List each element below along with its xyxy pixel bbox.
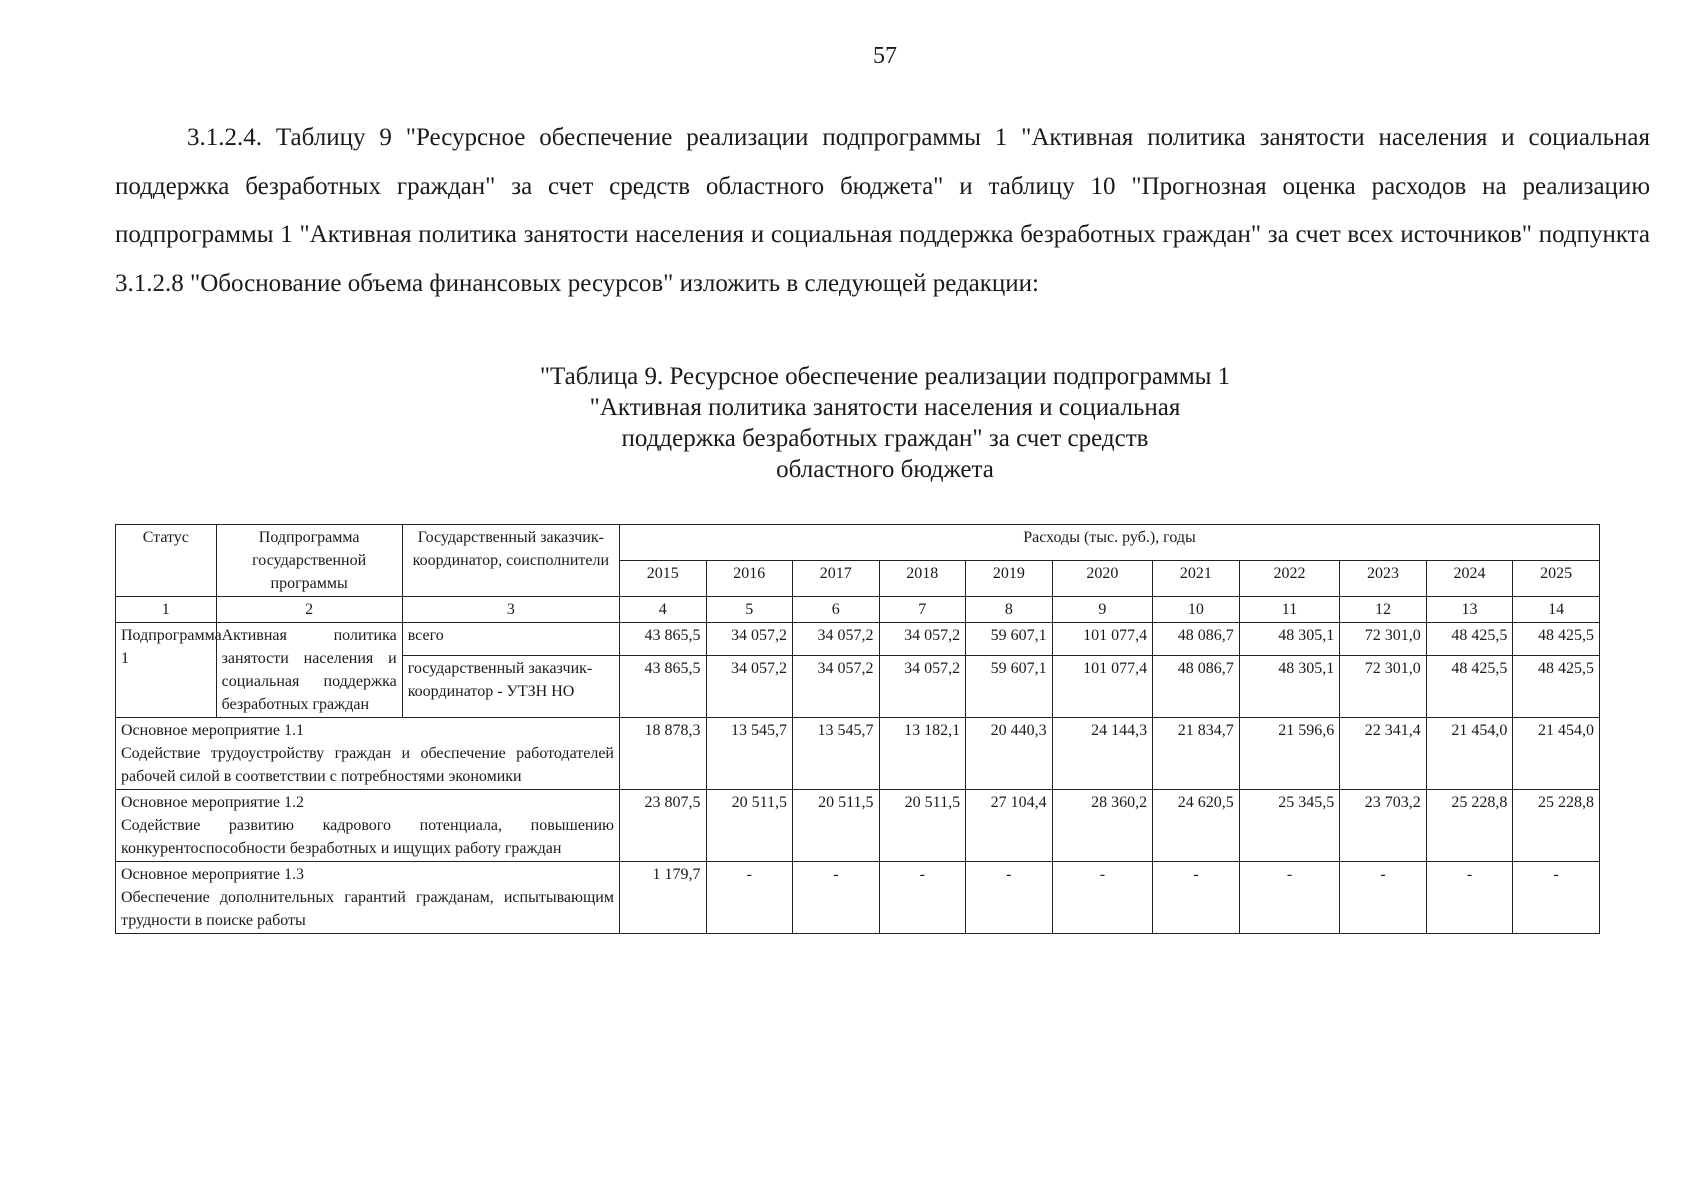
value-cell: 48 086,7 — [1153, 655, 1240, 717]
value-cell: 22 341,4 — [1340, 718, 1427, 790]
column-number: 3 — [402, 597, 619, 623]
total-label: всего — [402, 623, 619, 656]
value-cell: 28 360,2 — [1052, 790, 1153, 862]
value-cell: 59 607,1 — [966, 655, 1053, 717]
value-cell: - — [879, 862, 966, 934]
year-header: 2024 — [1426, 561, 1513, 597]
year-header: 2022 — [1239, 561, 1340, 597]
measure-description: Содействие развитию кадрового потенциала, повышению конкурентоспособности безработных и ищущих работу граждан — [121, 817, 614, 857]
value-cell: - — [793, 862, 880, 934]
value-cell: 43 865,5 — [620, 655, 707, 717]
subprogram-total-row — [116, 623, 1600, 656]
year-header: 2015 — [620, 561, 707, 597]
table-body — [116, 525, 1600, 934]
header-customer: Государственный заказчик-координатор, соисполнители — [402, 525, 619, 597]
value-cell: 18 878,3 — [620, 718, 707, 790]
year-header: 2016 — [706, 561, 793, 597]
value-cell: 34 057,2 — [879, 655, 966, 717]
table-caption — [0, 361, 1697, 485]
value-cell: - — [1052, 862, 1153, 934]
value-cell: 48 305,1 — [1239, 655, 1340, 717]
value-cell: 24 620,5 — [1153, 790, 1240, 862]
year-header: 2023 — [1340, 561, 1427, 597]
value-cell: 20 440,3 — [966, 718, 1053, 790]
caption-line: областного бюджета — [776, 456, 994, 483]
column-number: 7 — [879, 597, 966, 623]
column-number: 2 — [216, 597, 402, 623]
value-cell: 72 301,0 — [1340, 623, 1427, 656]
value-cell: 34 057,2 — [706, 655, 793, 717]
value-cell: 34 057,2 — [879, 623, 966, 656]
intro-paragraph: 3.1.2.4. Таблицу 9 "Ресурсное обеспечение реализации подпрограммы 1 "Активная политика занятости населения и социальная поддержка безработных граждан" за счет средств областного бюджета" и таблицу 10 "Прогнозная оценка расходов на реализацию подпрограммы 1 "Активная политика занятости населения и социальная поддержка безработных граждан" за счет всех источников" подпункта 3.1.2.8 "Обоснование объема финансовых ресурсов" изложить в следующей редакции: — [115, 124, 1650, 297]
value-cell: 48 305,1 — [1239, 623, 1340, 656]
value-cell: 21 454,0 — [1513, 718, 1600, 790]
value-cell: 43 865,5 — [620, 623, 707, 656]
page-number: 57 — [873, 43, 897, 69]
value-cell: 48 425,5 — [1426, 623, 1513, 656]
caption-line: "Таблица 9. Ресурсное обеспечение реализации подпрограммы 1 — [539, 363, 1231, 390]
value-cell: - — [1513, 862, 1600, 934]
resource-table — [115, 524, 1600, 934]
column-number: 9 — [1052, 597, 1153, 623]
column-number: 6 — [793, 597, 880, 623]
value-cell: 25 228,8 — [1426, 790, 1513, 862]
value-cell: 20 511,5 — [793, 790, 880, 862]
value-cell: 48 086,7 — [1153, 623, 1240, 656]
value-cell: - — [1426, 862, 1513, 934]
value-cell: 34 057,2 — [793, 655, 880, 717]
measure-row — [116, 718, 1600, 790]
value-cell: 21 834,7 — [1153, 718, 1240, 790]
year-header: 2018 — [879, 561, 966, 597]
column-number: 12 — [1340, 597, 1427, 623]
value-cell: - — [1239, 862, 1340, 934]
year-header: 2020 — [1052, 561, 1153, 597]
value-cell: 34 057,2 — [793, 623, 880, 656]
column-number: 1 — [116, 597, 217, 623]
value-cell: 59 607,1 — [966, 623, 1053, 656]
value-cell: 101 077,4 — [1052, 655, 1153, 717]
value-cell: 25 228,8 — [1513, 790, 1600, 862]
column-number: 14 — [1513, 597, 1600, 623]
header-subprogram: Подпрограмма государственной программы — [216, 525, 402, 597]
value-cell: 21 454,0 — [1426, 718, 1513, 790]
year-header: 2019 — [966, 561, 1053, 597]
column-number: 8 — [966, 597, 1053, 623]
value-cell: 23 807,5 — [620, 790, 707, 862]
column-number: 4 — [620, 597, 707, 623]
header-row — [116, 525, 1600, 561]
caption-line: "Активная политика занятости населения и социальная — [589, 394, 1181, 421]
column-number: 13 — [1426, 597, 1513, 623]
column-number: 10 — [1153, 597, 1240, 623]
value-cell: 27 104,4 — [966, 790, 1053, 862]
value-cell: 23 703,2 — [1340, 790, 1427, 862]
value-cell: 101 077,4 — [1052, 623, 1153, 656]
measure-cell — [116, 862, 620, 934]
subprogram-status: Подпрограмма 1 — [116, 623, 217, 718]
measure-description: Обеспечение дополнительных гарантий гражданам, испытывающим трудности в поиске работы — [121, 889, 614, 929]
value-cell: 48 425,5 — [1426, 655, 1513, 717]
measure-row — [116, 790, 1600, 862]
column-number: 5 — [706, 597, 793, 623]
value-cell: 24 144,3 — [1052, 718, 1153, 790]
measure-cell — [116, 790, 620, 862]
value-cell: 20 511,5 — [706, 790, 793, 862]
customer-label: государственный заказчик-координатор - УТЗН НО — [402, 655, 619, 717]
measure-title: Основное мероприятие 1.2 — [121, 794, 304, 811]
value-cell: 72 301,0 — [1340, 655, 1427, 717]
column-numbers-row — [116, 597, 1600, 623]
subprogram-name: Активная политика занятости населения и социальная поддержка безработных граждан — [216, 623, 402, 718]
value-cell: 25 345,5 — [1239, 790, 1340, 862]
value-cell: - — [706, 862, 793, 934]
column-number: 11 — [1239, 597, 1340, 623]
measure-title: Основное мероприятие 1.3 — [121, 866, 304, 883]
measure-title: Основное мероприятие 1.1 — [121, 722, 304, 739]
measure-description: Содействие трудоустройству граждан и обеспечение работодателей рабочей силой в соответствии с потребностями экономики — [121, 745, 614, 785]
value-cell: - — [1153, 862, 1240, 934]
caption-line: поддержка безработных граждан" за счет средств — [621, 425, 1149, 452]
measure-cell — [116, 718, 620, 790]
value-cell: 13 545,7 — [706, 718, 793, 790]
header-status: Статус — [116, 525, 217, 597]
value-cell: - — [966, 862, 1053, 934]
year-header: 2017 — [793, 561, 880, 597]
value-cell: 48 425,5 — [1513, 655, 1600, 717]
value-cell: 13 545,7 — [793, 718, 880, 790]
value-cell: 1 179,7 — [620, 862, 707, 934]
value-cell: 34 057,2 — [706, 623, 793, 656]
header-expenses: Расходы (тыс. руб.), годы — [620, 525, 1600, 561]
year-header: 2025 — [1513, 561, 1600, 597]
value-cell: 13 182,1 — [879, 718, 966, 790]
year-header: 2021 — [1153, 561, 1240, 597]
value-cell: - — [1340, 862, 1427, 934]
value-cell: 20 511,5 — [879, 790, 966, 862]
measure-row — [116, 862, 1600, 934]
value-cell: 48 425,5 — [1513, 623, 1600, 656]
value-cell: 21 596,6 — [1239, 718, 1340, 790]
